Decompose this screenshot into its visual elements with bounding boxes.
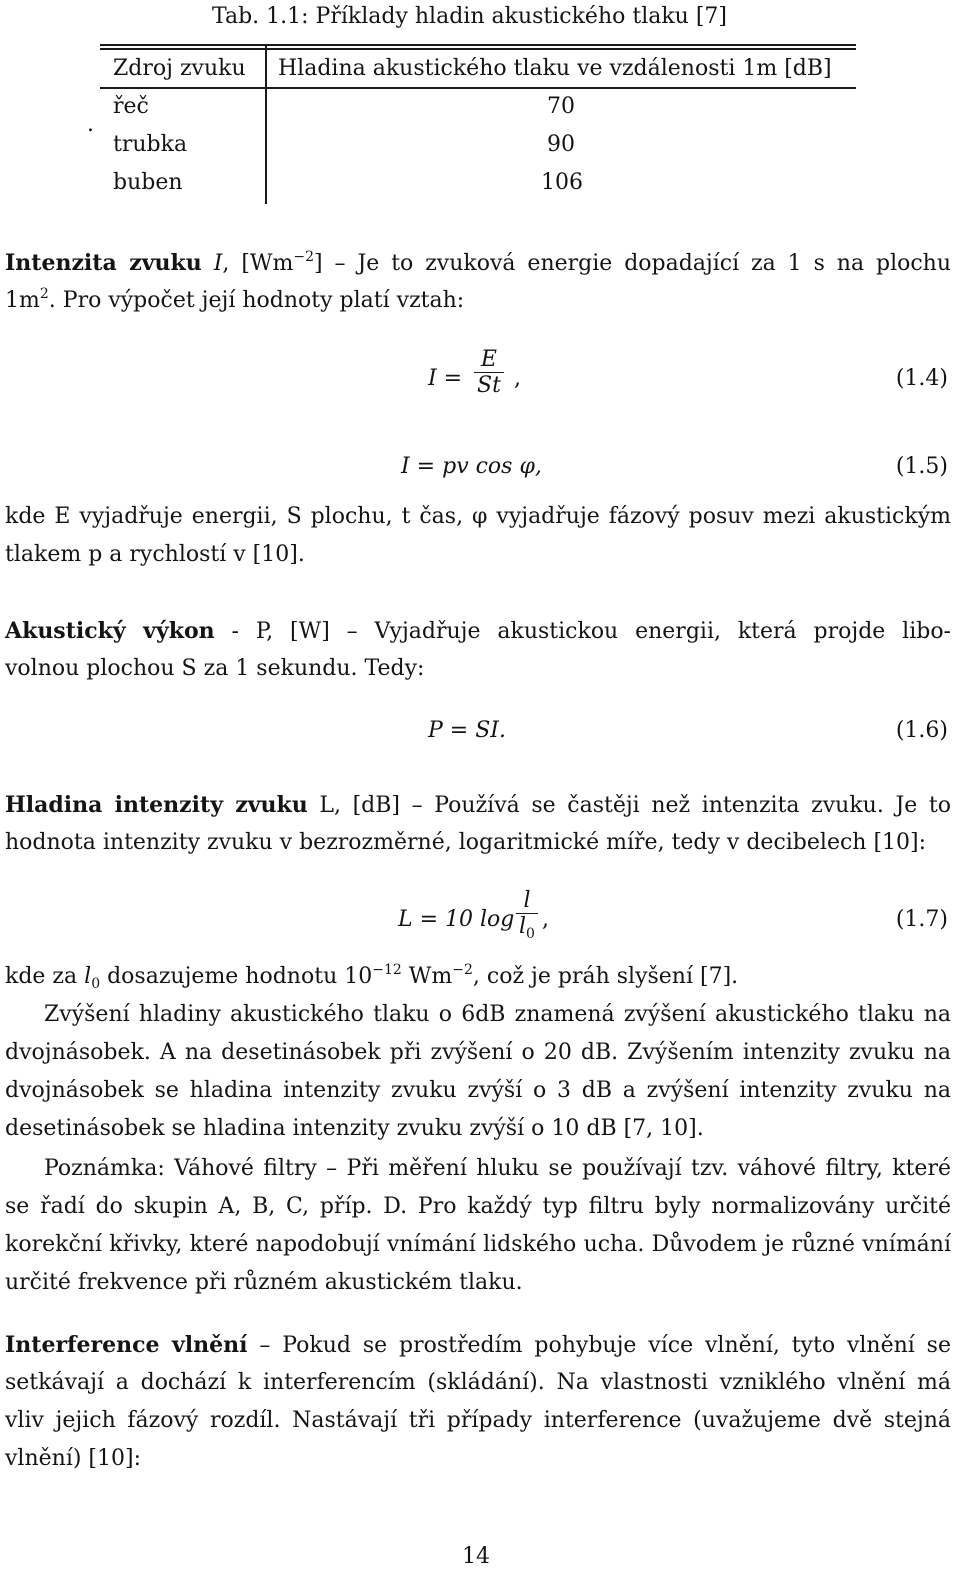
equation-lhs: I = [428,366,463,391]
fraction-denominator: St [477,373,501,399]
equation-expression: P = SI. [428,718,506,743]
paragraph-line: setkávají a dochází k interferencím (skládání). Na vlastnosti vzniklého vlnění má [5,1370,951,1395]
power-definition-line-2: volnou plochou S za 1 sekundu. Tedy: [5,656,425,681]
paragraph-line: vliv jejich fázový rozdíl. Nastávají tři případy interference (uvažujeme dvě stejná [5,1408,951,1433]
equation-comma: , [542,907,549,932]
fraction-denominator: $l_0$ [519,914,535,943]
where-line-1: kde E vyjadřuje energii, S plochu, t čas, φ vyjadřuje fázový posuv mezi akustickým [5,504,951,529]
table-top-rule-2 [100,48,856,50]
equation-number: (1.7) [895,907,948,932]
intensity-text: Je to zvuková energie dopadající za 1 s na plochu [357,251,952,276]
level-term: Hladina intenzity zvuku [5,792,308,818]
fraction-numerator: l [523,888,531,913]
area-unit: 1m [5,288,40,313]
table-top-rule-1 [100,44,856,46]
paragraph-line: desetinásobek se hladina intenzity zvuku zvýší o 10 dB [7, 10]. [5,1116,704,1141]
table-header-level: Hladina akustického tlaku ve vzdálenosti 1m [dB] [278,56,832,81]
page-number: 14 [462,1544,490,1569]
where-line-2: tlakem p a rychlostí v [10]. [5,542,305,567]
fraction-numerator: E [480,347,497,372]
equation-fraction [474,347,504,398]
paragraph-line: dvojnásobek se hladina intenzity zvuku zvýší o 3 dB a zvýšení intenzity zvuku na [5,1078,951,1103]
equation-number: (1.5) [895,454,948,479]
power-text: - P, [W] – Vyjadřuje akustickou energii, která projde libo- [214,619,951,644]
table-cell-source: buben [113,170,183,195]
paragraph-line: Zvýšení hladiny akustického tlaku o 6dB znamená zvýšení akustického tlaku na [44,1002,951,1027]
intensity-term: Intenzita zvuku [5,250,202,276]
power-term: Akustický výkon [5,618,215,644]
intensity-unit-exponent: −2 [293,249,315,265]
paragraph-line: se řadí do skupin A, B, C, příp. D. Pro každý typ filtru byly normalizovány určité [5,1194,951,1219]
equation-comma: , [514,366,521,391]
table-cell-level: 70 [547,94,575,119]
table-header-rule [100,87,856,89]
intensity-text-2: . Pro výpočet její hodnoty platí vztah: [48,288,465,313]
equation-lhs: L = 10 log [398,907,515,932]
level-definition-line-2: hodnota intenzity zvuku v bezrozměrné, logaritmické míře, tedy v decibelech [10]: [5,830,927,855]
table-cell-source: trubka [113,132,188,157]
where-threshold-line: kde za $l_0$ dosazujeme hodnotu $10^{-12}$ $Wm^{-2}$, což je práh slyšení [7]. [5,962,739,992]
intensity-definition-line-1 [5,250,951,276]
paragraph-line: dvojnásobek. A na desetinásobek při zvýšení o 20 dB. Zvýšením intenzity zvuku na [5,1040,951,1065]
table-caption: Tab. 1.1: Příklady hladin akustického tlaku [7] [212,4,728,29]
paragraph-line: vlnění) [10]: [5,1446,142,1471]
table-column-divider [265,44,267,204]
equation-number: (1.4) [895,366,948,391]
table-dot: . [87,112,94,137]
paragraph-line: korekční křivky, které napodobují vnímání lidského ucha. Důvodem je různé vnímání [5,1232,951,1257]
interference-line-1: Interference vlnění – Pokud se prostředím pohybuje více vlnění, tyto vlnění se [5,1332,951,1358]
level-text: L, [dB] – Používá se častěji než intenzita zvuku. Je to [307,793,951,818]
table-header-source: Zdroj zvuku [113,56,246,81]
intensity-symbol: I [213,251,223,276]
intensity-unit-close: ] [314,251,323,276]
paragraph-line: Poznámka: Váhové filtry – Při měření hluku se používají tzv. váhové filtry, které [44,1156,951,1181]
intensity-unit: , [Wm [222,251,294,276]
paragraph-line: určité frekvence při různém akustickém tlaku. [5,1270,523,1295]
interference-term: Interference vlnění [5,1332,248,1358]
definition-dash: – [334,251,346,276]
level-definition-line-1 [5,792,951,818]
table-cell-level: 90 [547,132,575,157]
area-unit-exponent: 2 [39,286,49,302]
equation-expression: I = pv cos φ, [401,454,542,479]
power-definition-line-1 [5,618,951,644]
table-cell-source: řeč [113,94,149,119]
table-cell-level: 106 [541,170,583,195]
intensity-definition-line-2 [5,288,464,313]
equation-fraction [516,888,538,943]
equation-number: (1.6) [895,718,948,743]
